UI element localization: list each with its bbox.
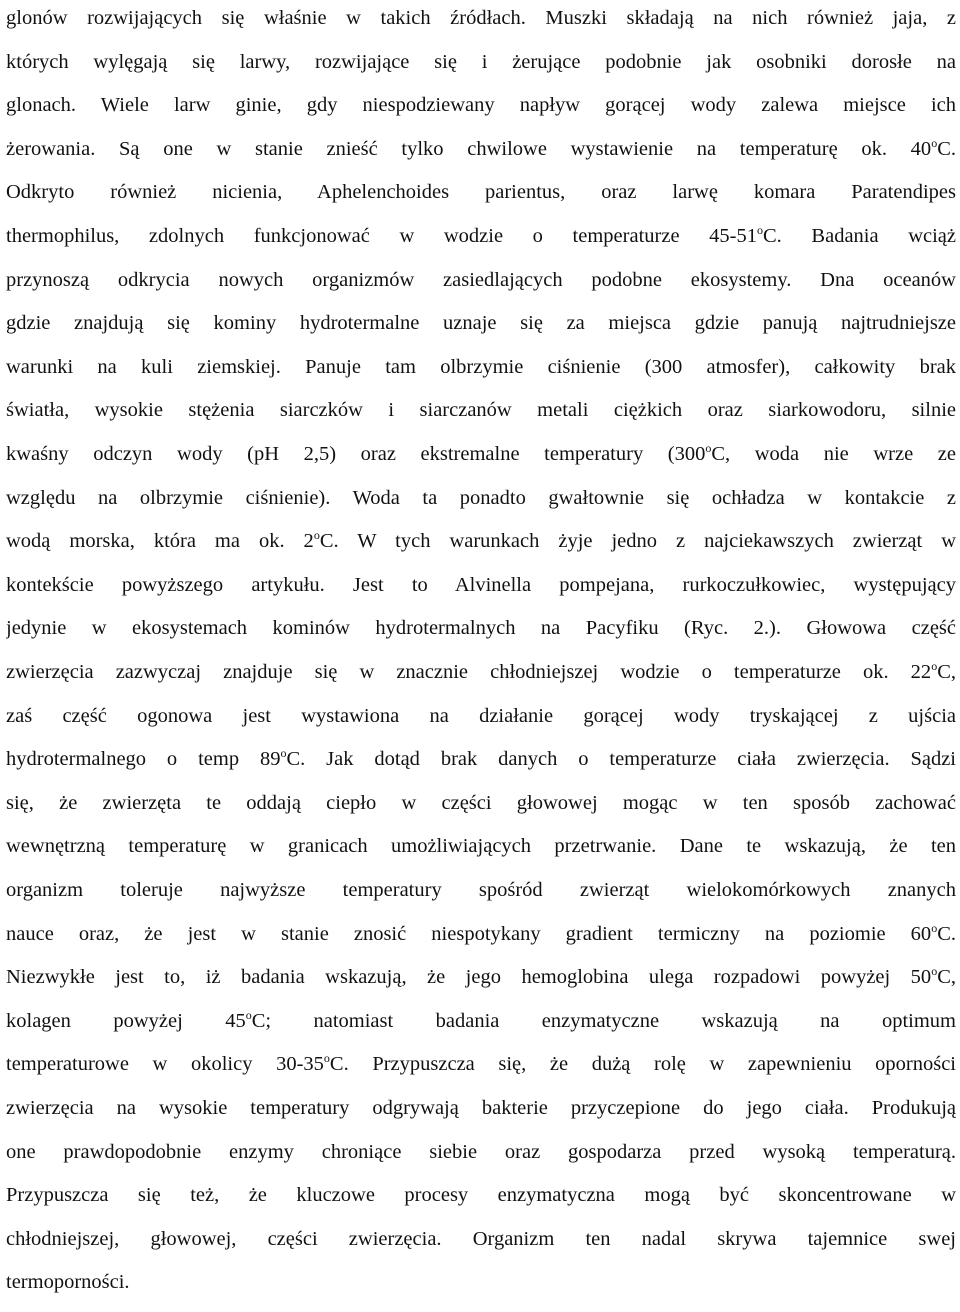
- text-line: przynoszą odkrycia nowych organizmów zasiedlających podobne ekosystemy. Dna oceanów: [6, 268, 956, 291]
- text-line: hydrotermalnego o temp 89$^o$C. Jak dotąd brak danych o temperaturze ciała zwierzęcia. Sądzi: [6, 746, 956, 771]
- text-line: wewnętrzną temperaturę w granicach umożliwiających przetrwanie. Dane te wskazują, że ten: [6, 835, 956, 858]
- text-line: organizm toleruje najwyższe temperatury spośród zwierząt wielokomórkowych znanych: [6, 879, 956, 901]
- text-line: kolagen powyżej 45$^o$C; natomiast badania enzymatyczne wskazują na optimum: [6, 1007, 956, 1032]
- text-line: thermophilus, zdolnych funkcjonować w wodzie o temperaturze 45-51$^o$C. Badania wciąż: [6, 223, 956, 247]
- text-line: zwierzęcia na wysokie temperatury odgrywają bakterie przyczepione do jego ciała. Produkują: [6, 1097, 956, 1119]
- text-line: kwaśny odczyn wody (pH 2,5) oraz ekstremalne temperatury (300$^o$C, woda nie wrze ze: [6, 441, 956, 465]
- text-line: glonów rozwijających się właśnie w takich źródłach. Muszki składają na nich również jaja, z: [6, 7, 956, 29]
- text-line: zaś część ogonowa jest wystawiona na działanie gorącej wody tryskającej z ujścia: [6, 704, 956, 727]
- text-line: których wylęgają się larwy, rozwijające się i żerujące podobnie jak osobniki dorosłe na: [6, 50, 956, 73]
- text-line: one prawdopodobnie enzymy chroniące siebie oraz gospodarza przed wysoką temperaturą.: [6, 1140, 956, 1163]
- text-line: kontekście powyższego artykułu. Jest to Alvinella pompejana, rurkoczułkowiec, występujący: [6, 573, 956, 596]
- text-line: Niezwykłe jest to, iż badania wskazują, że jego hemoglobina ulega rozpadowi powyżej 50$^o$C,: [6, 964, 956, 989]
- text-line: chłodniejszej, głowowej, części zwierzęcia. Organizm ten nadal skrywa tajemnice swej: [6, 1227, 956, 1250]
- text-line: jedynie w ekosystemach kominów hydrotermalnych na Pacyfiku (Ryc. 2.). Głowowa część: [6, 617, 956, 640]
- text-line: gdzie znajdują się kominy hydrotermalne uznaje się za miejsca gdzie panują najtrudniejsze: [6, 312, 956, 335]
- text-line: temperaturowe w okolicy 30-35$^o$C. Przypuszcza się, że dużą rolę w zapewnieniu oporności: [6, 1051, 956, 1076]
- text-line: względu na olbrzymie ciśnienie). Woda ta ponadto gwałtownie się ochładza w kontakcie z: [6, 486, 956, 509]
- text-line: termoporności.: [6, 1271, 130, 1294]
- text-line: się, że zwierzęta te oddają ciepło w części głowowej mogąc w ten sposób zachować: [6, 791, 956, 814]
- text-line: glonach. Wiele larw ginie, gdy niespodziewany napływ gorącej wody zalewa miejsce ich: [6, 94, 956, 117]
- text-line: żerowania. Są one w stanie znieść tylko chwilowe wystawienie na temperaturę ok. 40$^o$C.: [6, 135, 956, 160]
- text-line: zwierzęcia zazwyczaj znajduje się w znacznie chłodniejszej wodzie o temperaturze ok. 22$^o$C,: [6, 659, 956, 683]
- text-line: nauce oraz, że jest w stanie znosić niespotykany gradient termiczny na poziomie 60$^o$C.: [6, 920, 956, 945]
- text-line: wodą morska, która ma ok. 2$^o$C. W tych warunkach żyje jedno z najciekawszych zwierząt w: [6, 528, 956, 553]
- text-line: Przypuszcza się też, że kluczowe procesy enzymatyczna mogą być skoncentrowane w: [6, 1184, 956, 1207]
- text-line: światła, wysokie stężenia siarczków i siarczanów metali ciężkich oraz siarkowodoru, silnie: [6, 399, 956, 422]
- text-line: Odkryto również nicienia, Aphelenchoides parientus, oraz larwę komara Paratendipes: [6, 181, 956, 204]
- text-line: warunki na kuli ziemskiej. Panuje tam olbrzymie ciśnienie (300 atmosfer), całkowity brak: [6, 355, 956, 378]
